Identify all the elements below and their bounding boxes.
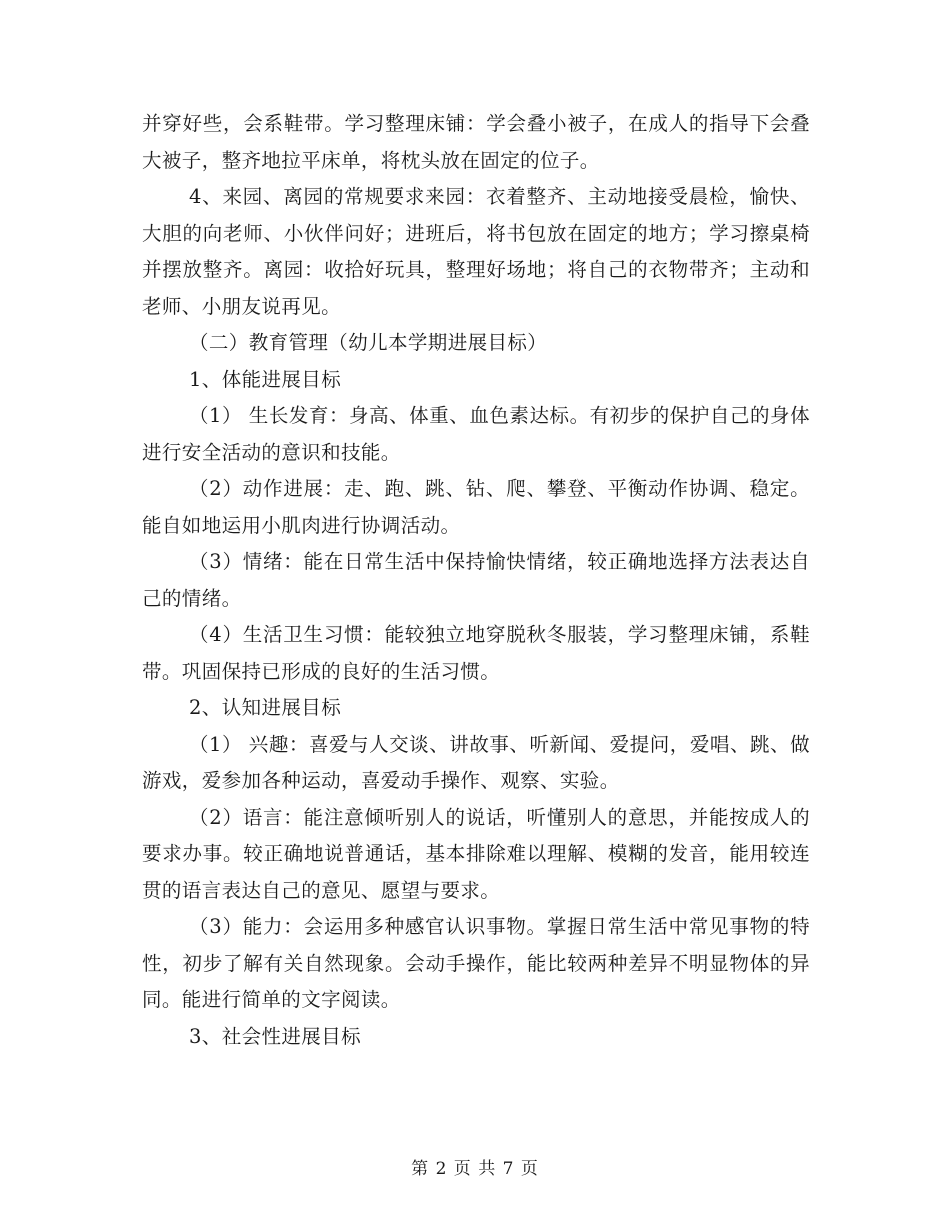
subheading-social-goals: 3、社会性进展目标 — [189, 1024, 362, 1048]
paragraph-growth: （1） 生长发育：身高、体重、血色素达标。有初步的保护自己的身体进行安全活动的意识和技能。 — [142, 404, 810, 464]
document-body — [142, 106, 810, 1055]
paragraph-emotions: （3）情绪：能在日常生活中保持愉快情绪，较正确地选择方法表达自己的情绪。 — [142, 550, 810, 610]
subheading-cognitive-goals: 2、认知进展目标 — [189, 696, 342, 719]
paragraph-interests: （1） 兴趣：喜爱与人交谈、讲故事、听新闻、爱提问，爱唱、跳、做游戏，爱参加各种运动，喜爱动手操作、观察、实验。 — [142, 732, 810, 792]
paragraph-language: （2）语言：能注意倾听别人的说话，听懂别人的意思，并能按成人的要求办事。较正确地说普通话，基本排除难以理解、模糊的发音，能用较连贯的语言表达自己的意见、愿望与要求。 — [142, 805, 810, 902]
paragraph-continuation: 并穿好些，会系鞋带。学习整理床铺：学会叠小被子，在成人的指导下会叠大被子，整齐地拉平床单，将枕头放在固定的位子。 — [142, 112, 810, 172]
paragraph-motor-skills: （2）动作进展：走、跑、跳、钻、爬、攀登、平衡动作协调、稳定。能自如地运用小肌肉进行协调活动。 — [142, 477, 810, 537]
subheading-physical-goals: 1、体能进展目标 — [189, 367, 342, 391]
paragraph-hygiene-habits: （4）生活卫生习惯：能较独立地穿脱秋冬服装，学习整理床铺，系鞋带。巩固保持已形成的良好的生活习惯。 — [142, 623, 810, 683]
section-heading-education-management: （二）教育管理（幼儿本学期进展目标） — [189, 331, 548, 354]
page-number-footer: 第 2 页 共 7 页 — [411, 1159, 539, 1179]
paragraph-abilities: （3）能力：会运用多种感官认识事物。掌握日常生活中常见事物的特性，初步了解有关自然现象。会动手操作，能比较两种差异不明显物体的异同。能进行简单的文字阅读。 — [142, 915, 810, 1011]
paragraph-arrival-departure-rules: 4、来园、离园的常规要求来园：衣着整齐、主动地接受晨检，愉快、大胆的向老师、小伙伴问好；进班后，将书包放在固定的地方；学习擦桌椅并摆放整齐。离园：收拾好玩具，整理好场地；将自己的衣物带齐；主动和老师、小朋友说再见。 — [142, 185, 810, 318]
